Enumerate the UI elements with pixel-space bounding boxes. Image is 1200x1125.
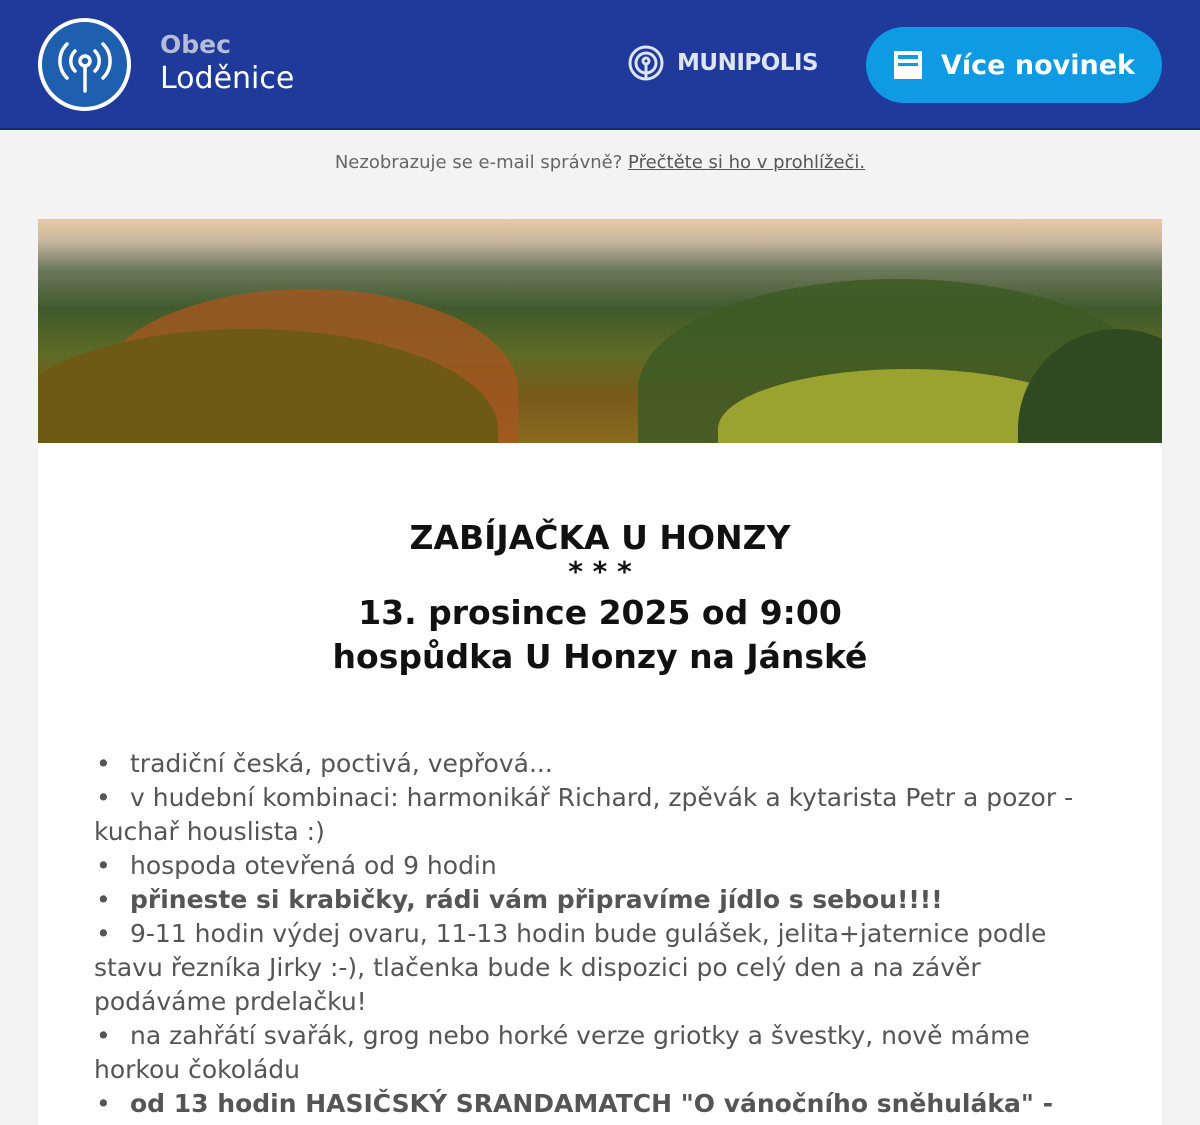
list-item-text: v hudební kombinaci: harmonikář Richard, zpěvák a kytarista Petr a pozor - kuchař houslista :) — [94, 783, 1074, 846]
notice-text: Nezobrazuje se e-mail správně? — [334, 152, 623, 173]
more-news-button[interactable] — [866, 27, 1162, 103]
view-in-browser-link[interactable]: Přečtěte si ho v prohlížeči. — [628, 152, 866, 173]
municipality-logo[interactable] — [38, 18, 131, 111]
event-title: ZABÍJAČKA U HONZY — [409, 518, 791, 557]
more-news-label: Více novinek — [941, 49, 1135, 81]
landscape-banner-image — [38, 219, 1162, 443]
event-date: 13. prosince 2025 od 9:00 — [358, 593, 842, 632]
list-item — [94, 1087, 1114, 1121]
bullet: • — [96, 851, 111, 880]
list-item — [94, 1019, 1114, 1087]
list-item-text: hospoda otevřená od 9 hodin — [130, 851, 497, 880]
list-item — [94, 747, 1114, 781]
view-in-browser-notice — [0, 152, 1200, 219]
list-item-text: na zahřátí svařák, grog nebo horké verze griotky a švestky, nově máme horkou čokoládu — [94, 1021, 1030, 1084]
article-card — [38, 219, 1162, 1125]
org-name: Loděnice — [160, 61, 295, 96]
list-item-text: tradiční česká, poctivá, vepřová... — [130, 749, 553, 778]
org-prefix: Obec — [160, 30, 231, 59]
header — [0, 0, 1200, 130]
partner-name: MUNIPOLIS — [677, 50, 819, 76]
list-item — [94, 883, 1114, 917]
bullet: • — [96, 749, 111, 778]
list-item — [94, 781, 1114, 849]
list-item-text: od 13 hodin HASIČSKÝ SRANDAMATCH "O vánočního sněhuláka" - — [130, 1089, 1053, 1118]
separator-stars: * * * — [568, 555, 632, 588]
list-item — [94, 917, 1114, 1019]
munipolis-logo[interactable] — [627, 44, 818, 82]
bullet: • — [96, 1021, 111, 1050]
list-item — [94, 849, 1114, 883]
event-place: hospůdka U Honzy na Jánské — [332, 637, 868, 676]
broadcast-icon — [55, 35, 115, 95]
bullet: • — [96, 919, 111, 948]
municipality-name — [160, 30, 294, 96]
newspaper-icon — [893, 50, 923, 80]
list-item-text: 9-11 hodin výdej ovaru, 11-13 hodin bude gulášek, jelita+jaternice podle stavu řezníka Jirky :-), tlačenka bude k dispozici po celý den a na závěr podáváme prdelačku! — [94, 919, 1047, 1016]
bullet: • — [96, 783, 111, 812]
bullet: • — [96, 885, 111, 914]
bullet: • — [96, 1089, 111, 1118]
event-details-list — [94, 747, 1114, 1121]
munipolis-icon — [627, 44, 665, 82]
list-item-text: přineste si krabičky, rádi vám připravíme jídlo s sebou!!!! — [130, 885, 943, 914]
